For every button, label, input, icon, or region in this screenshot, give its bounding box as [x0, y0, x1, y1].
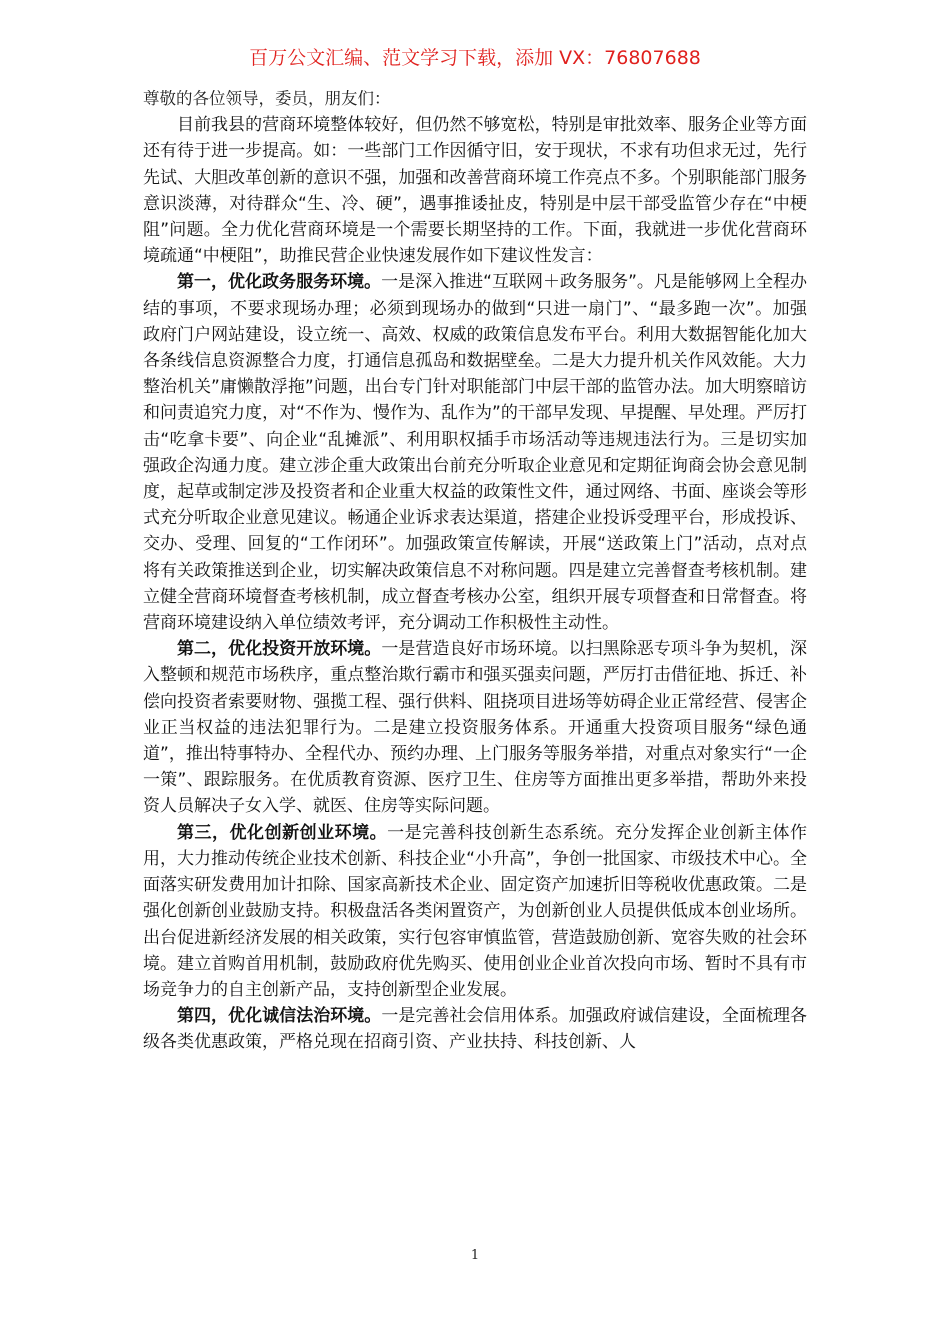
section-heading: 第四，优化诚信法治环境。	[177, 1006, 382, 1027]
download-banner: 百万公文汇编、范文学习下载，添加 VX：76807688	[249, 47, 701, 69]
document-body	[143, 86, 807, 1056]
section-text: 一是完善社会信用体系。加强政府诚信建设，全面梳理各级各类优惠政策，严格兑现在招商引资、产业扶持、科技创新、人	[143, 1006, 808, 1053]
section-heading: 第二，优化投资开放环境。	[177, 639, 382, 660]
section-paragraph	[143, 820, 807, 1003]
salutation: 尊敬的各位领导，委员，朋友们：	[143, 89, 391, 108]
section-paragraph	[143, 1003, 807, 1055]
page-number: 1	[470, 1248, 480, 1263]
intro-paragraph: 目前我县的营商环境整体较好，但仍然不够宽松，特别是审批效率、服务企业等方面还有待于进一步提高。如：一些部门工作因循守旧，安于现状，不求有功但求无过，先行先试、大胆改革创新的意识不强，加强和改善营商环境工作亮点不多。个别职能部门服务意识淡薄，对待群众“生、冷、硬”，遇事推诿扯皮，特别是中层干部受监管少存在“中梗阻”问题。全力优化营商环境是一个需要长期坚持的工作。下面，我就进一步优化营商环境疏通“中梗阻”，助推民营企业快速发展作如下建议性发言：	[143, 115, 807, 267]
section-text: 一是深入推进“互联网＋政务服务”。凡是能够网上全程办结的事项，不要求现场办理；必须到现场办的做到“只进一扇门”、“最多跑一次”。加强政府门户网站建设，设立统一、高效、权威的政策信息发布平台。利用大数据智能化加大各条线信息资源整合力度，打通信息孤岛和数据壁垒。二是大力提升机关作风效能。大力整治机关”庸懒散浮拖”问题，出台专门针对职能部门中层干部的监管办法。加大明察暗访和问责追究力度，对“不作为、慢作为、乱作为”的干部早发现、早提醒、早处理。严厉打击“吃拿卡要”、向企业“乱摊派”、利用职权插手市场活动等违规违法行为。三是切实加强政企沟通力度。建立涉企重大政策出台前充分听取企业意见和定期征询商会协会意见制度，起草或制定涉及投资者和企业重大权益的政策性文件，通过网络、书面、座谈会等形式充分听取企业意见建议。畅通企业诉求表达渠道，搭建企业投诉受理平台，形成投诉、交办、受理、回复的“工作闭环”。加强政策宣传解读，开展“送政策上门”活动，点对点将有关政策推送到企业，切实解决政策信息不对称问题。四是建立完善督查考核机制。建立健全营商环境督查考核机制，成立督查考核办公室，组织开展专项督查和日常督查。将营商环境建设纳入单位绩效考评，充分调动工作积极性主动性。	[143, 272, 807, 634]
section-heading: 第一，优化政务服务环境。	[177, 272, 382, 293]
section-text: 一是营造良好市场环境。以扫黑除恶专项斗争为契机，深入整顿和规范市场秩序，重点整治欺行霸市和强买强卖问题，严厉打击借征地、拆迁、补偿向投资者索要财物、强揽工程、强行供料、阻挠项目进场等妨碍企业正常经营、侵害企业正当权益的违法犯罪行为。二是建立投资服务体系。开通重大投资项目服务“绿色通道”，推出特事特办、全程代办、预约办理、上门服务等服务举措，对重点对象实行“一企一策”、跟踪服务。在优质教育资源、医疗卫生、住房等方面推出更多举措，帮助外来投资人员解决子女入学、就医、住房等实际问题。	[143, 639, 808, 817]
section-paragraph	[143, 269, 807, 636]
section-text: 一是完善科技创新生态系统。充分发挥企业创新主体作用，大力推动传统企业技术创新、科技企业“小升高”，争创一批国家、市级技术中心。全面落实研发费用加计扣除、国家高新技术企业、固定资产加速折旧等税收优惠政策。二是强化创新创业鼓励支持。积极盘活各类闲置资产，为创新创业人员提供低成本创业场所。出台促进新经济发展的相关政策，实行包容审慎监管，营造鼓励创新、宽容失败的社会环境。建立首购首用机制，鼓励政府优先购买、使用创业企业首次投向市场、暂时不具有市场竞争力的自主创新产品，支持创新型企业发展。	[143, 822, 807, 1000]
section-heading: 第三，优化创新创业环境。	[177, 822, 388, 843]
section-paragraph	[143, 636, 807, 819]
